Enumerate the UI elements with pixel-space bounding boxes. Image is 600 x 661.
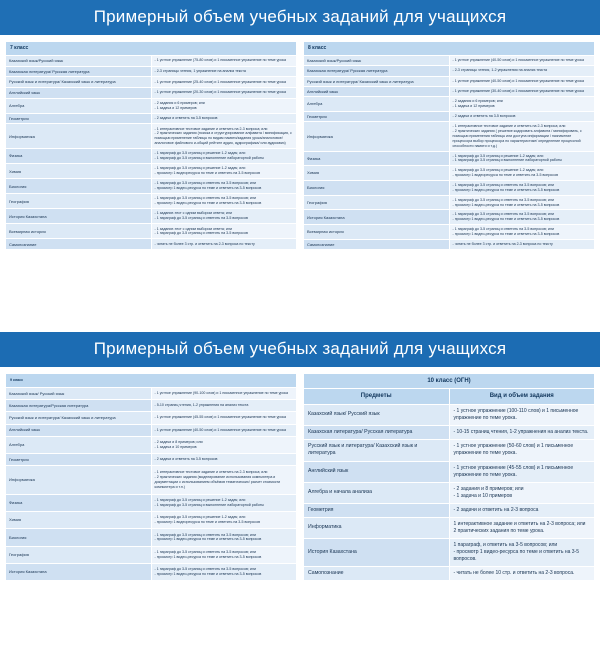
subject-cell: Казахский язык/ Русский язык — [6, 387, 152, 399]
task-cell: - 1 устное упражнение (30-40 слов) и 1 письменное упражнение по теме урока — [449, 86, 595, 96]
task-cell: - 1 устное упражнение (40-50 слов) и 1 письменное упражнение по теме урока — [449, 76, 595, 86]
task-cell: - 1 интерактивное тестовое задание и ответить на 2-3 вопроса; или - 2 практических задания (поиска и структурирование алфавита / минификация, с помощью применение таблицы по видам памяти/задания урока/аналоговое/аналоговое файлового и-общий рейтинг аудио, аудиографика/ или аудиоквиз) — [151, 124, 297, 149]
table-row — [304, 180, 595, 195]
task-cell: - 1 задание-тест с одним выбором ответа; или - 1 параграф до 3-5 страниц и ответить на 3-5 вопросов — [151, 209, 297, 224]
task-cell: - 2 задачи и ответить на 3-5 вопросов — [151, 453, 297, 465]
table-row — [6, 87, 297, 98]
task-cell: - 2 задания и 6 примеров; или - 1 задача и 12 примеров — [449, 97, 595, 112]
table-row — [304, 461, 595, 482]
task-cell: 1 интерактивное задание и ответить на 2-3 вопроса; или 2 практических задания по теме урока. — [449, 517, 595, 538]
subject-cell: Казахская литература/ Русская литература — [304, 66, 450, 76]
subject-cell: Русский язык и литература/ Казахский язык и литература — [304, 440, 450, 462]
subject-cell: Английский язык — [304, 86, 450, 96]
task-cell: - 1 устное упражнение (25-40 слов) и 1 письменное упражнение по теме урока — [151, 77, 297, 88]
subject-cell: Биология — [6, 529, 152, 546]
task-cell: - 1 параграф до 3-5 страниц и ответить на 3-5 вопросов; или - просмотр 1 видео-ресурса по теме и ответить на 3-5 вопросов — [151, 546, 297, 563]
subject-cell: Геометрия — [6, 113, 152, 124]
subject-cell: Информатика — [304, 122, 450, 151]
task-cell: - 2 задания и 8 примеров; или - 1 задача и 10 примеров — [449, 482, 595, 503]
table-row — [6, 179, 297, 194]
table-row — [304, 404, 595, 425]
table-row — [6, 98, 297, 113]
task-cell: - 1 устное упражнение (45-55 слов) и 1 письменное упражнение по теме урока — [151, 412, 297, 424]
table-row — [304, 538, 595, 566]
slide-1-title: Примерный объем учебных заданий для учащихся — [0, 0, 600, 35]
task-cell: - 1 устное упражнение (20-30 слов) и 1 письменное упражнение по теме урока — [151, 87, 297, 98]
task-cell: - 1 устное упражнение (50-60 слов) и 1 письменное упражнение по теме урока. — [449, 440, 595, 462]
table-row — [304, 66, 595, 76]
subject-cell: История Казахстана — [304, 538, 450, 566]
table-row — [6, 164, 297, 179]
subject-cell: География — [6, 546, 152, 563]
task-cell: - 1 параграф до 3-5 страниц и ответить на 3-5 вопросов; или - просмотр 1 видео-ресурса по теме и ответить на 3-5 вопросов — [449, 180, 595, 195]
task-cell: - 1 параграф до 3-5 страниц и ответить на 3-5 вопросов; или - просмотр 1 видео-ресурса по теме и ответить на 3-5 вопросов — [449, 195, 595, 210]
grade-8-body — [304, 42, 595, 250]
table-row — [304, 425, 595, 439]
table-row — [6, 209, 297, 224]
subject-cell: Геометрия — [6, 453, 152, 465]
grade-10-body — [304, 374, 595, 581]
task-cell: - читать не более 10 стр. и ответить на 2-3 вопроса. — [449, 566, 595, 580]
slide-2-tables — [0, 367, 600, 581]
grade-8-table — [303, 41, 595, 250]
task-cell: - читать не более 3 стр. и ответить на 2-3 вопроса по тексту — [151, 239, 297, 250]
subject-cell: Геометрия — [304, 112, 450, 122]
slide-1-tables — [0, 35, 600, 250]
subject-cell: Физика — [6, 494, 152, 511]
task-cell: - 1 параграф до 3-5 страниц и решение 1-2 задач; или - просмотр 1 видеоресурса по теме и ответить на 3-5 вопросов — [449, 166, 595, 181]
subject-cell: Всемирная история — [304, 225, 450, 240]
task-cell: - 1 устное упражнение (40-50 слов) и 1 письменное упражнение по теме урока — [151, 424, 297, 436]
subject-cell: Алгебра и начала анализа — [304, 482, 450, 503]
subject-cell: Информатика — [6, 466, 152, 495]
task-cell: - 2-3 страницы чтения, 1 упражнение на анализ текста — [151, 66, 297, 77]
task-cell: - 2-3 страницы чтения, 1-2 упражнения на анализ текста — [449, 66, 595, 76]
table-row — [6, 466, 297, 495]
table-header-row — [304, 42, 595, 56]
table-row — [304, 122, 595, 151]
task-cell: - 1 параграф до 3-5 страниц и решение 1-2 задач; или - 1 параграф до 3-5 страниц и выполнение лабораторной работы — [151, 494, 297, 511]
subject-cell: Русский язык и литература/ Казахский язык и литература — [6, 77, 152, 88]
table-row — [304, 482, 595, 503]
slide-2 — [0, 332, 600, 661]
table-row — [6, 194, 297, 209]
table-row — [6, 424, 297, 436]
subject-cell: История Казахстана — [304, 210, 450, 225]
subject-cell: Физика — [6, 149, 152, 164]
table-row — [6, 113, 297, 124]
grade-9-table — [5, 373, 297, 581]
grade-9-header: 9 класс — [6, 374, 297, 388]
grade-9-body — [6, 374, 297, 581]
task-cell: - читать не более 3 стр. и ответить на 2-3 вопроса по тексту — [449, 239, 595, 249]
grade-10-header: 10 класс (ОГН) — [304, 374, 595, 389]
table-row — [6, 77, 297, 88]
grade-7-header: 7 класс — [6, 42, 297, 56]
table-row — [304, 151, 595, 166]
table-header-row — [6, 42, 297, 56]
table-row — [6, 453, 297, 465]
table-row — [6, 436, 297, 453]
task-cell: - 1 параграф до 3-5 страниц и ответить на 3-5 вопросов; или - просмотр 1 видео-ресурса по теме и ответить на 3-5 вопросов — [151, 194, 297, 209]
table-row — [6, 412, 297, 424]
subject-cell: История Казахстана — [6, 209, 152, 224]
table-row — [304, 210, 595, 225]
subject-cell: История Казахстана — [6, 563, 152, 580]
subject-cell: Химия — [6, 512, 152, 529]
task-cell: - 1 интерактивное тестовое задание и ответить на 2-3 вопроса; или - 2 практических задания ( решение кодировать алфавита / минифировать, с помощью применения таблицы или доступа информации / назначение процессора выбор процессора по характеристике/ определение процессной способности памяти и т.д.) — [449, 122, 595, 151]
task-cell: - 1 устное упражнение (100-110 слов) и 1 письменное упражнение по теме урока. — [449, 404, 595, 425]
task-cell: - 1 задание-тест с одним выбором ответа; или - 1 параграф до 3-5 страниц и ответить на 3-5 вопросов — [151, 224, 297, 239]
subject-cell: Английский язык — [6, 424, 152, 436]
subject-cell: Казахская литература/ Русская литература — [304, 425, 450, 439]
subject-cell: Всемирная история — [6, 224, 152, 239]
grade-7-body — [6, 42, 297, 250]
table-header-row — [304, 374, 595, 389]
task-cell: - 2 задачи и ответить на 3-5 вопросов — [449, 112, 595, 122]
table-row — [304, 239, 595, 249]
table-row — [304, 166, 595, 181]
subject-cell: Казахский язык/Русский язык — [6, 56, 152, 67]
subject-cell: Геометрия — [304, 503, 450, 517]
table-row — [6, 387, 297, 399]
subject-cell: Казахская литература/Русская литература — [6, 400, 152, 412]
subject-cell: Биология — [304, 180, 450, 195]
subject-cell: Информатика — [6, 124, 152, 149]
subject-cell: Английский язык — [304, 461, 450, 482]
table-row — [304, 503, 595, 517]
subject-cell: География — [304, 195, 450, 210]
subject-cell: Алгебра — [6, 436, 152, 453]
subject-cell: Казахский язык/Русский язык — [304, 55, 450, 65]
slide-1 — [0, 0, 600, 329]
task-cell: - 1 параграф до 3-5 страниц и ответить на 3-5 вопросов; или - просмотр 1 видео-ресурса по теме и ответить на 3-5 вопросов — [151, 529, 297, 546]
table-row — [6, 124, 297, 149]
subject-cell: География — [6, 194, 152, 209]
table-row — [6, 494, 297, 511]
task-cell: - 2 задачи и ответить на 2-3 вопроса — [449, 503, 595, 517]
task-cell: - 10-15 страниц чтения, 1-2 упражнения на анализ текста. — [449, 425, 595, 439]
subject-cell: Алгебра — [304, 97, 450, 112]
subject-cell: Биология — [6, 179, 152, 194]
table-row — [6, 56, 297, 67]
task-cell: - 1 параграф до 3-5 страниц и ответить на 3-5 вопросов; или - просмотр 1 видео-ресурса по теме и ответить на 3-5 вопросов — [151, 563, 297, 580]
table-row — [304, 55, 595, 65]
grade-10-col-subject: Предметы — [304, 389, 450, 404]
task-cell: - 1 параграф до 3-5 страниц и решение 1-2 задач; или - просмотр 1 видеоресурса по теме и ответить на 3-5 вопросов — [151, 164, 297, 179]
subject-cell: Физика — [304, 151, 450, 166]
subject-cell: Русский язык и литература/ Казахский язык и литература — [304, 76, 450, 86]
table-row — [6, 66, 297, 77]
subject-cell: Химия — [304, 166, 450, 181]
task-cell: - 1 устное упражнение (40-50 слов) и 1 письменное упражнение по теме урока — [449, 55, 595, 65]
slide-2-title: Примерный объем учебных заданий для учащихся — [0, 332, 600, 367]
table-row — [6, 529, 297, 546]
task-cell: - 2 задачи и ответить на 3-5 вопросов — [151, 113, 297, 124]
table-row — [304, 440, 595, 462]
table-row — [6, 400, 297, 412]
table-row — [304, 86, 595, 96]
task-cell: - 1 параграф до 3-5 страниц и ответить на 3-5 вопросов; или - просмотр 1 видео-ресурса по теме и ответить на 3-5 вопросов — [449, 210, 595, 225]
table-row — [6, 239, 297, 250]
subject-cell: Информатика — [304, 517, 450, 538]
subject-cell: Самопознание — [6, 239, 152, 250]
subject-cell: Самопознание — [304, 566, 450, 580]
table-row — [304, 195, 595, 210]
table-row — [304, 76, 595, 86]
task-cell: - 5-10 страниц чтения, 1-2 упражнения на анализ текста — [151, 400, 297, 412]
table-row — [6, 149, 297, 164]
grade-7-table — [5, 41, 297, 250]
task-cell: - 2 задания и 6 примеров; или - 1 задача и 12 примеров — [151, 98, 297, 113]
table-row — [6, 224, 297, 239]
subject-cell: Самопознание — [304, 239, 450, 249]
task-cell: - 1 параграф до 3-5 страниц и решение 1-2 задач; или - просмотр 1 видеоресурса по теме и ответить на 3-5 вопросов — [151, 512, 297, 529]
table-row — [304, 566, 595, 580]
table-row — [6, 512, 297, 529]
table-row — [304, 517, 595, 538]
task-cell: - 1 параграф до 3-5 страниц и ответить на 3-5 вопросов; или - просмотр 1 видео-ресурса по теме и ответить на 3-5 вопросов — [449, 225, 595, 240]
table-subheader-row — [304, 389, 595, 404]
grade-10-table — [303, 373, 595, 581]
subject-cell: Химия — [6, 164, 152, 179]
grade-10-col-task: Вид и объем задания — [449, 389, 595, 404]
task-cell: - 1 параграф до 3-5 страниц и решение 1-2 задач; или - 1 параграф до 3-5 страниц и выполнение лабораторной работы — [151, 149, 297, 164]
table-header-row — [6, 374, 297, 388]
task-cell: - 1 устное упражнение (75-80 слов) и 1 письменное упражнение по теме урока — [151, 56, 297, 67]
table-row — [6, 546, 297, 563]
task-cell: - 1 интерактивное тестовое задание и ответить на 2-3 вопроса; или - 2 практических задания (моделирование использования компьютера и документации с использованием объёмов тематических/ расчет стоимости компьютера и т.п.) — [151, 466, 297, 495]
subject-cell: Казахская литература/ Русская литература — [6, 66, 152, 77]
table-row — [304, 112, 595, 122]
table-row — [6, 563, 297, 580]
table-row — [304, 225, 595, 240]
subject-cell: Алгебра — [6, 98, 152, 113]
subject-cell: Казахский язык/ Русский язык — [304, 404, 450, 425]
task-cell: - 2 задачи и 8 примеров; или - 1 задача и 10 примеров — [151, 436, 297, 453]
task-cell: - 1 параграф до 3-5 страниц и решение 1-2 задач; или - 1 параграф до 3-5 страниц и выполнение лабораторной работы — [449, 151, 595, 166]
subject-cell: Русский язык и литература/ Казахский язык и литература — [6, 412, 152, 424]
grade-8-header: 8 класс — [304, 42, 595, 56]
task-cell: - 1 устное упражнение (45-55 слов) и 1 письменное упражнение по теме урока. — [449, 461, 595, 482]
subject-cell: Английский язык — [6, 87, 152, 98]
table-row — [304, 97, 595, 112]
task-cell: - 1 устное упражнение (90-100 слов) и 1 письменное упражнение по теме урока — [151, 387, 297, 399]
task-cell: 1 параграф, и ответить на 3-5 вопросов; или - просмотр 1 видео-ресурса по теме и ответить на 3-5 вопросов. — [449, 538, 595, 566]
task-cell: - 1 параграф до 3-5 страниц и ответить на 3-5 вопросов; или - просмотр 1 видео-ресурса по теме и ответить на 3-5 вопросов — [151, 179, 297, 194]
